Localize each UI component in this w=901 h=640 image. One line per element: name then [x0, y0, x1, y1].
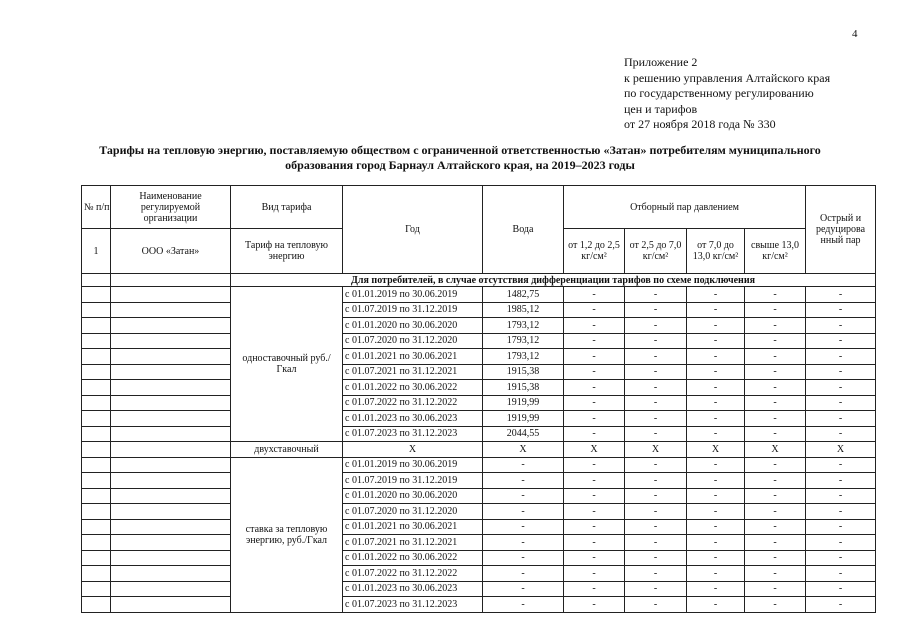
- empty-value: -: [687, 349, 745, 365]
- empty-value: -: [625, 426, 687, 442]
- empty-value: -: [564, 488, 625, 504]
- appendix-block: [624, 55, 830, 133]
- empty-value: -: [625, 566, 687, 582]
- page-number: 4: [852, 28, 858, 40]
- empty-value: -: [806, 302, 876, 318]
- header-num: № п/п: [82, 186, 111, 229]
- period-cell: с 01.07.2021 по 31.12.2021: [343, 364, 483, 380]
- period-cell: с 01.01.2023 по 30.06.2023: [343, 411, 483, 427]
- empty-value: -: [806, 504, 876, 520]
- empty-value: -: [745, 318, 806, 334]
- empty-value: -: [806, 535, 876, 551]
- water-value: 1915,38: [483, 364, 564, 380]
- table-row: [82, 318, 876, 334]
- empty-value: -: [745, 457, 806, 473]
- group-label-one-part: одноставочный руб./Гкал: [231, 287, 343, 442]
- empty-value: -: [687, 550, 745, 566]
- empty-value: -: [564, 411, 625, 427]
- empty-value: -: [564, 550, 625, 566]
- empty-value: -: [745, 333, 806, 349]
- empty-value: -: [625, 504, 687, 520]
- appendix-line: по государственному регулированию: [624, 86, 814, 100]
- empty-value: -: [745, 349, 806, 365]
- empty-value: -: [483, 550, 564, 566]
- empty-value: -: [564, 287, 625, 303]
- empty-value: -: [564, 349, 625, 365]
- table-row: [82, 395, 876, 411]
- empty-value: -: [483, 566, 564, 582]
- empty-value: -: [745, 411, 806, 427]
- empty-value: -: [687, 302, 745, 318]
- table-row: [82, 426, 876, 442]
- period-cell: с 01.07.2023 по 31.12.2023: [343, 426, 483, 442]
- table-row: [82, 457, 876, 473]
- empty-value: -: [745, 426, 806, 442]
- empty-value: -: [745, 488, 806, 504]
- empty-value: -: [483, 473, 564, 489]
- empty-value: -: [745, 519, 806, 535]
- empty-value: -: [687, 287, 745, 303]
- empty-value: -: [687, 535, 745, 551]
- table-row: [82, 581, 876, 597]
- water-value: 1793,12: [483, 333, 564, 349]
- header-steam-4: свыше 13,0 кг/см²: [745, 229, 806, 274]
- empty-value: -: [806, 287, 876, 303]
- empty-value: -: [564, 504, 625, 520]
- empty-value: -: [483, 535, 564, 551]
- header-steam-2: от 2,5 до 7,0 кг/см²: [625, 229, 687, 274]
- empty-value: -: [687, 426, 745, 442]
- empty-value: -: [745, 550, 806, 566]
- empty-value: -: [745, 566, 806, 582]
- period-cell: с 01.01.2020 по 30.06.2020: [343, 488, 483, 504]
- appendix-line: Приложение 2: [624, 55, 698, 69]
- appendix-line: к решению управления Алтайского края: [624, 70, 831, 85]
- empty-value: -: [687, 473, 745, 489]
- header-year: Год: [343, 186, 483, 274]
- empty-value: -: [806, 380, 876, 396]
- org-name: ООО «Затан»: [111, 229, 231, 274]
- appendix-line: от 27 ноября 2018 года № 330: [624, 117, 776, 131]
- water-value: 1985,12: [483, 302, 564, 318]
- empty-value: -: [564, 566, 625, 582]
- empty-value: -: [687, 488, 745, 504]
- table-row: [82, 550, 876, 566]
- table-row: [82, 473, 876, 489]
- empty-value: -: [625, 302, 687, 318]
- empty-value: -: [625, 318, 687, 334]
- empty-value: -: [687, 380, 745, 396]
- empty-value: -: [564, 519, 625, 535]
- empty-value: -: [687, 581, 745, 597]
- header-steam-3: от 7,0 до 13,0 кг/см²: [687, 229, 745, 274]
- x-mark: Х: [745, 442, 806, 458]
- period-cell: с 01.07.2019 по 31.12.2019: [343, 473, 483, 489]
- header-steam-1: от 1,2 до 2,5 кг/см²: [564, 229, 625, 274]
- empty-value: -: [483, 488, 564, 504]
- table-row: [82, 442, 876, 458]
- table-row: [82, 519, 876, 535]
- header-org: Наименование регулируемой организации: [111, 186, 231, 229]
- empty-value: -: [687, 411, 745, 427]
- x-mark: Х: [483, 442, 564, 458]
- header-tariff-type: Вид тарифа: [231, 186, 343, 229]
- table-row: [82, 597, 876, 613]
- empty-value: -: [806, 364, 876, 380]
- period-cell: с 01.01.2019 по 30.06.2019: [343, 457, 483, 473]
- water-value: 2044,55: [483, 426, 564, 442]
- document-title: Тарифы на тепловую энергию, поставляемую обществом с ограниченной ответственностью «Затан» потребителям муниципального образования город Барнаул Алтайского края, на 2019–2023 годы: [99, 143, 821, 172]
- empty-value: -: [806, 550, 876, 566]
- water-value: 1919,99: [483, 411, 564, 427]
- section-title: Для потребителей, в случае отсутствия дифференциации тарифов по схеме подключения: [231, 274, 876, 287]
- empty-value: -: [687, 504, 745, 520]
- empty-value: -: [745, 581, 806, 597]
- x-mark: Х: [687, 442, 745, 458]
- empty-value: -: [745, 302, 806, 318]
- period-cell: с 01.07.2019 по 31.12.2019: [343, 302, 483, 318]
- empty-value: -: [806, 457, 876, 473]
- empty-value: -: [806, 473, 876, 489]
- empty-value: -: [564, 395, 625, 411]
- empty-value: -: [687, 333, 745, 349]
- header-steam: Отборный пар давлением: [564, 186, 806, 229]
- empty-value: -: [687, 457, 745, 473]
- period-cell: с 01.01.2023 по 30.06.2023: [343, 581, 483, 597]
- empty-value: -: [483, 519, 564, 535]
- table-row: [82, 380, 876, 396]
- empty-value: -: [483, 597, 564, 613]
- table-row: [82, 333, 876, 349]
- empty-value: -: [806, 318, 876, 334]
- empty-value: -: [687, 597, 745, 613]
- empty-value: -: [625, 597, 687, 613]
- group-label-energy-rate: ставка за тепловую энергию, руб./Гкал: [231, 457, 343, 612]
- empty-value: -: [564, 457, 625, 473]
- empty-value: -: [745, 364, 806, 380]
- period-cell: с 01.07.2020 по 31.12.2020: [343, 333, 483, 349]
- empty-value: -: [806, 519, 876, 535]
- empty-value: -: [745, 287, 806, 303]
- empty-value: -: [806, 581, 876, 597]
- two-part-label: двухставочный: [231, 442, 343, 458]
- table-row: [82, 504, 876, 520]
- empty-value: -: [625, 519, 687, 535]
- empty-value: -: [625, 395, 687, 411]
- empty-value: -: [564, 535, 625, 551]
- empty-value: -: [806, 333, 876, 349]
- period-cell: с 01.07.2021 по 31.12.2021: [343, 535, 483, 551]
- empty-value: -: [625, 457, 687, 473]
- water-value: 1919,99: [483, 395, 564, 411]
- empty-value: -: [564, 473, 625, 489]
- row-num: 1: [82, 229, 111, 274]
- empty-value: -: [745, 597, 806, 613]
- empty-value: -: [806, 488, 876, 504]
- empty-value: -: [806, 566, 876, 582]
- period-cell: с 01.01.2021 по 30.06.2021: [343, 349, 483, 365]
- empty-value: -: [745, 504, 806, 520]
- empty-value: -: [625, 411, 687, 427]
- empty-value: -: [625, 364, 687, 380]
- empty-value: -: [687, 395, 745, 411]
- tariff-table: [81, 185, 876, 613]
- period-cell: с 01.07.2020 по 31.12.2020: [343, 504, 483, 520]
- empty-value: -: [483, 581, 564, 597]
- period-cell: с 01.01.2021 по 30.06.2021: [343, 519, 483, 535]
- empty-value: -: [625, 488, 687, 504]
- water-value: 1915,38: [483, 380, 564, 396]
- period-cell: с 01.07.2022 по 31.12.2022: [343, 395, 483, 411]
- empty-value: -: [687, 519, 745, 535]
- period-cell: с 01.01.2019 по 30.06.2019: [343, 287, 483, 303]
- empty-value: -: [564, 302, 625, 318]
- water-value: 1793,12: [483, 318, 564, 334]
- table-row: [82, 364, 876, 380]
- empty-value: -: [564, 581, 625, 597]
- empty-value: -: [687, 318, 745, 334]
- empty-value: -: [745, 473, 806, 489]
- appendix-line: цен и тарифов: [624, 101, 698, 116]
- table-row: [82, 302, 876, 318]
- table-row: [82, 411, 876, 427]
- empty-value: -: [564, 380, 625, 396]
- header-sharp-steam: Острый и редуцирова нный пар: [806, 186, 876, 274]
- table-row: [82, 349, 876, 365]
- period-cell: с 01.07.2022 по 31.12.2022: [343, 566, 483, 582]
- period-cell: с 01.01.2022 по 30.06.2022: [343, 380, 483, 396]
- empty-value: -: [564, 318, 625, 334]
- empty-value: -: [806, 349, 876, 365]
- empty-value: -: [564, 364, 625, 380]
- table-row: [82, 488, 876, 504]
- empty-value: -: [483, 504, 564, 520]
- empty-value: -: [625, 380, 687, 396]
- x-mark: Х: [564, 442, 625, 458]
- empty-value: -: [483, 457, 564, 473]
- empty-value: -: [625, 535, 687, 551]
- table-row: [82, 535, 876, 551]
- period-cell: с 01.01.2020 по 30.06.2020: [343, 318, 483, 334]
- water-value: 1482,75: [483, 287, 564, 303]
- empty-value: -: [625, 349, 687, 365]
- empty-value: -: [806, 411, 876, 427]
- empty-value: -: [745, 395, 806, 411]
- empty-value: -: [687, 364, 745, 380]
- empty-value: -: [564, 333, 625, 349]
- empty-value: -: [625, 550, 687, 566]
- empty-value: -: [745, 380, 806, 396]
- header-water: Вода: [483, 186, 564, 274]
- period-cell: с 01.07.2023 по 31.12.2023: [343, 597, 483, 613]
- tariff-type: Тариф на тепловую энергию: [231, 229, 343, 274]
- x-mark: Х: [625, 442, 687, 458]
- empty-value: -: [564, 426, 625, 442]
- empty-value: -: [745, 535, 806, 551]
- x-mark: Х: [806, 442, 876, 458]
- water-value: 1793,12: [483, 349, 564, 365]
- empty-value: -: [625, 333, 687, 349]
- empty-value: -: [625, 581, 687, 597]
- empty-value: -: [687, 566, 745, 582]
- empty-value: -: [806, 395, 876, 411]
- x-mark: Х: [343, 442, 483, 458]
- empty-value: -: [564, 597, 625, 613]
- table-row: [82, 566, 876, 582]
- period-cell: с 01.01.2022 по 30.06.2022: [343, 550, 483, 566]
- empty-value: -: [625, 287, 687, 303]
- empty-value: -: [625, 473, 687, 489]
- table-row: [82, 287, 876, 303]
- empty-value: -: [806, 597, 876, 613]
- empty-value: -: [806, 426, 876, 442]
